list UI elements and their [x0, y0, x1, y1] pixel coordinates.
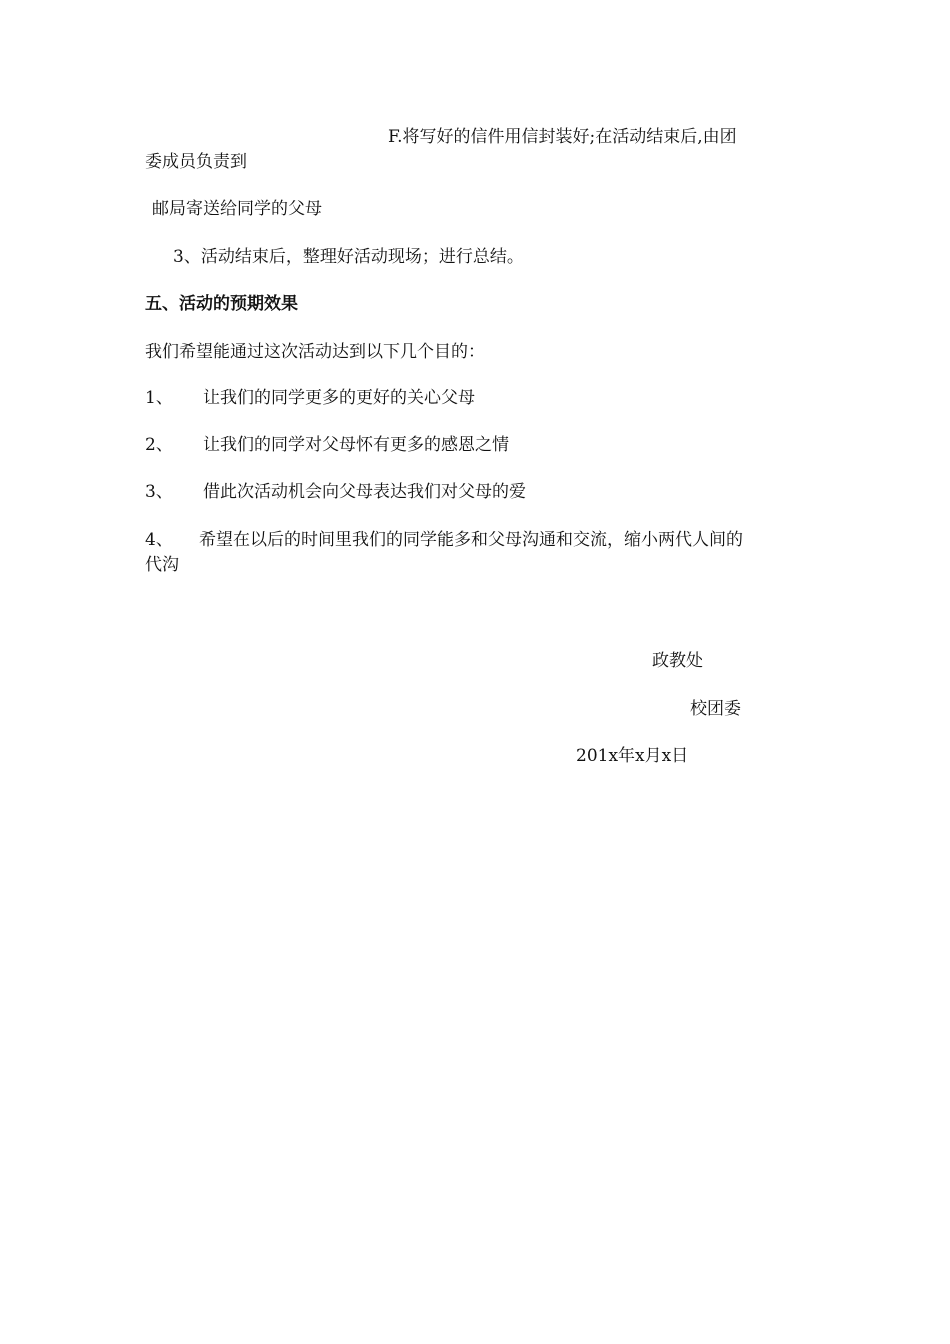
- goal-text: 让我们的同学对父母怀有更多的感恩之情: [203, 435, 509, 455]
- goal-number: 4、: [145, 530, 173, 550]
- goal-text: 让我们的同学更多的更好的关心父母: [203, 388, 475, 408]
- signature-dept-1: 政教处: [652, 651, 703, 671]
- goal-item: [145, 387, 475, 409]
- goal-number: 2、: [145, 435, 173, 455]
- goal-continuation: 代沟: [145, 555, 179, 575]
- item-f-line2: 委成员负责到: [145, 152, 247, 172]
- signature-date: 201x年x月x日: [576, 746, 689, 766]
- goal-number: 3、: [145, 482, 173, 502]
- item-f-line3: 邮局寄送给同学的父母: [152, 199, 322, 219]
- goal-number: 1、: [145, 388, 173, 408]
- signature-dept-2: 校团委: [690, 699, 741, 719]
- item-f-line1: F.将写好的信件用信封装好;在活动结束后,由团: [388, 127, 737, 147]
- step-3: 3、活动结束后，整理好活动现场；进行总结。: [173, 247, 524, 267]
- goal-item: [145, 434, 509, 456]
- goal-item: [145, 529, 743, 551]
- section-intro: 我们希望能通过这次活动达到以下几个目的：: [145, 342, 485, 362]
- goal-item: [145, 481, 526, 503]
- section-heading: 五、活动的预期效果: [145, 294, 298, 314]
- goal-text: 借此次活动机会向父母表达我们对父母的爱: [203, 482, 526, 502]
- goal-text: 希望在以后的时间里我们的同学能多和父母沟通和交流，缩小两代人间的: [199, 530, 743, 550]
